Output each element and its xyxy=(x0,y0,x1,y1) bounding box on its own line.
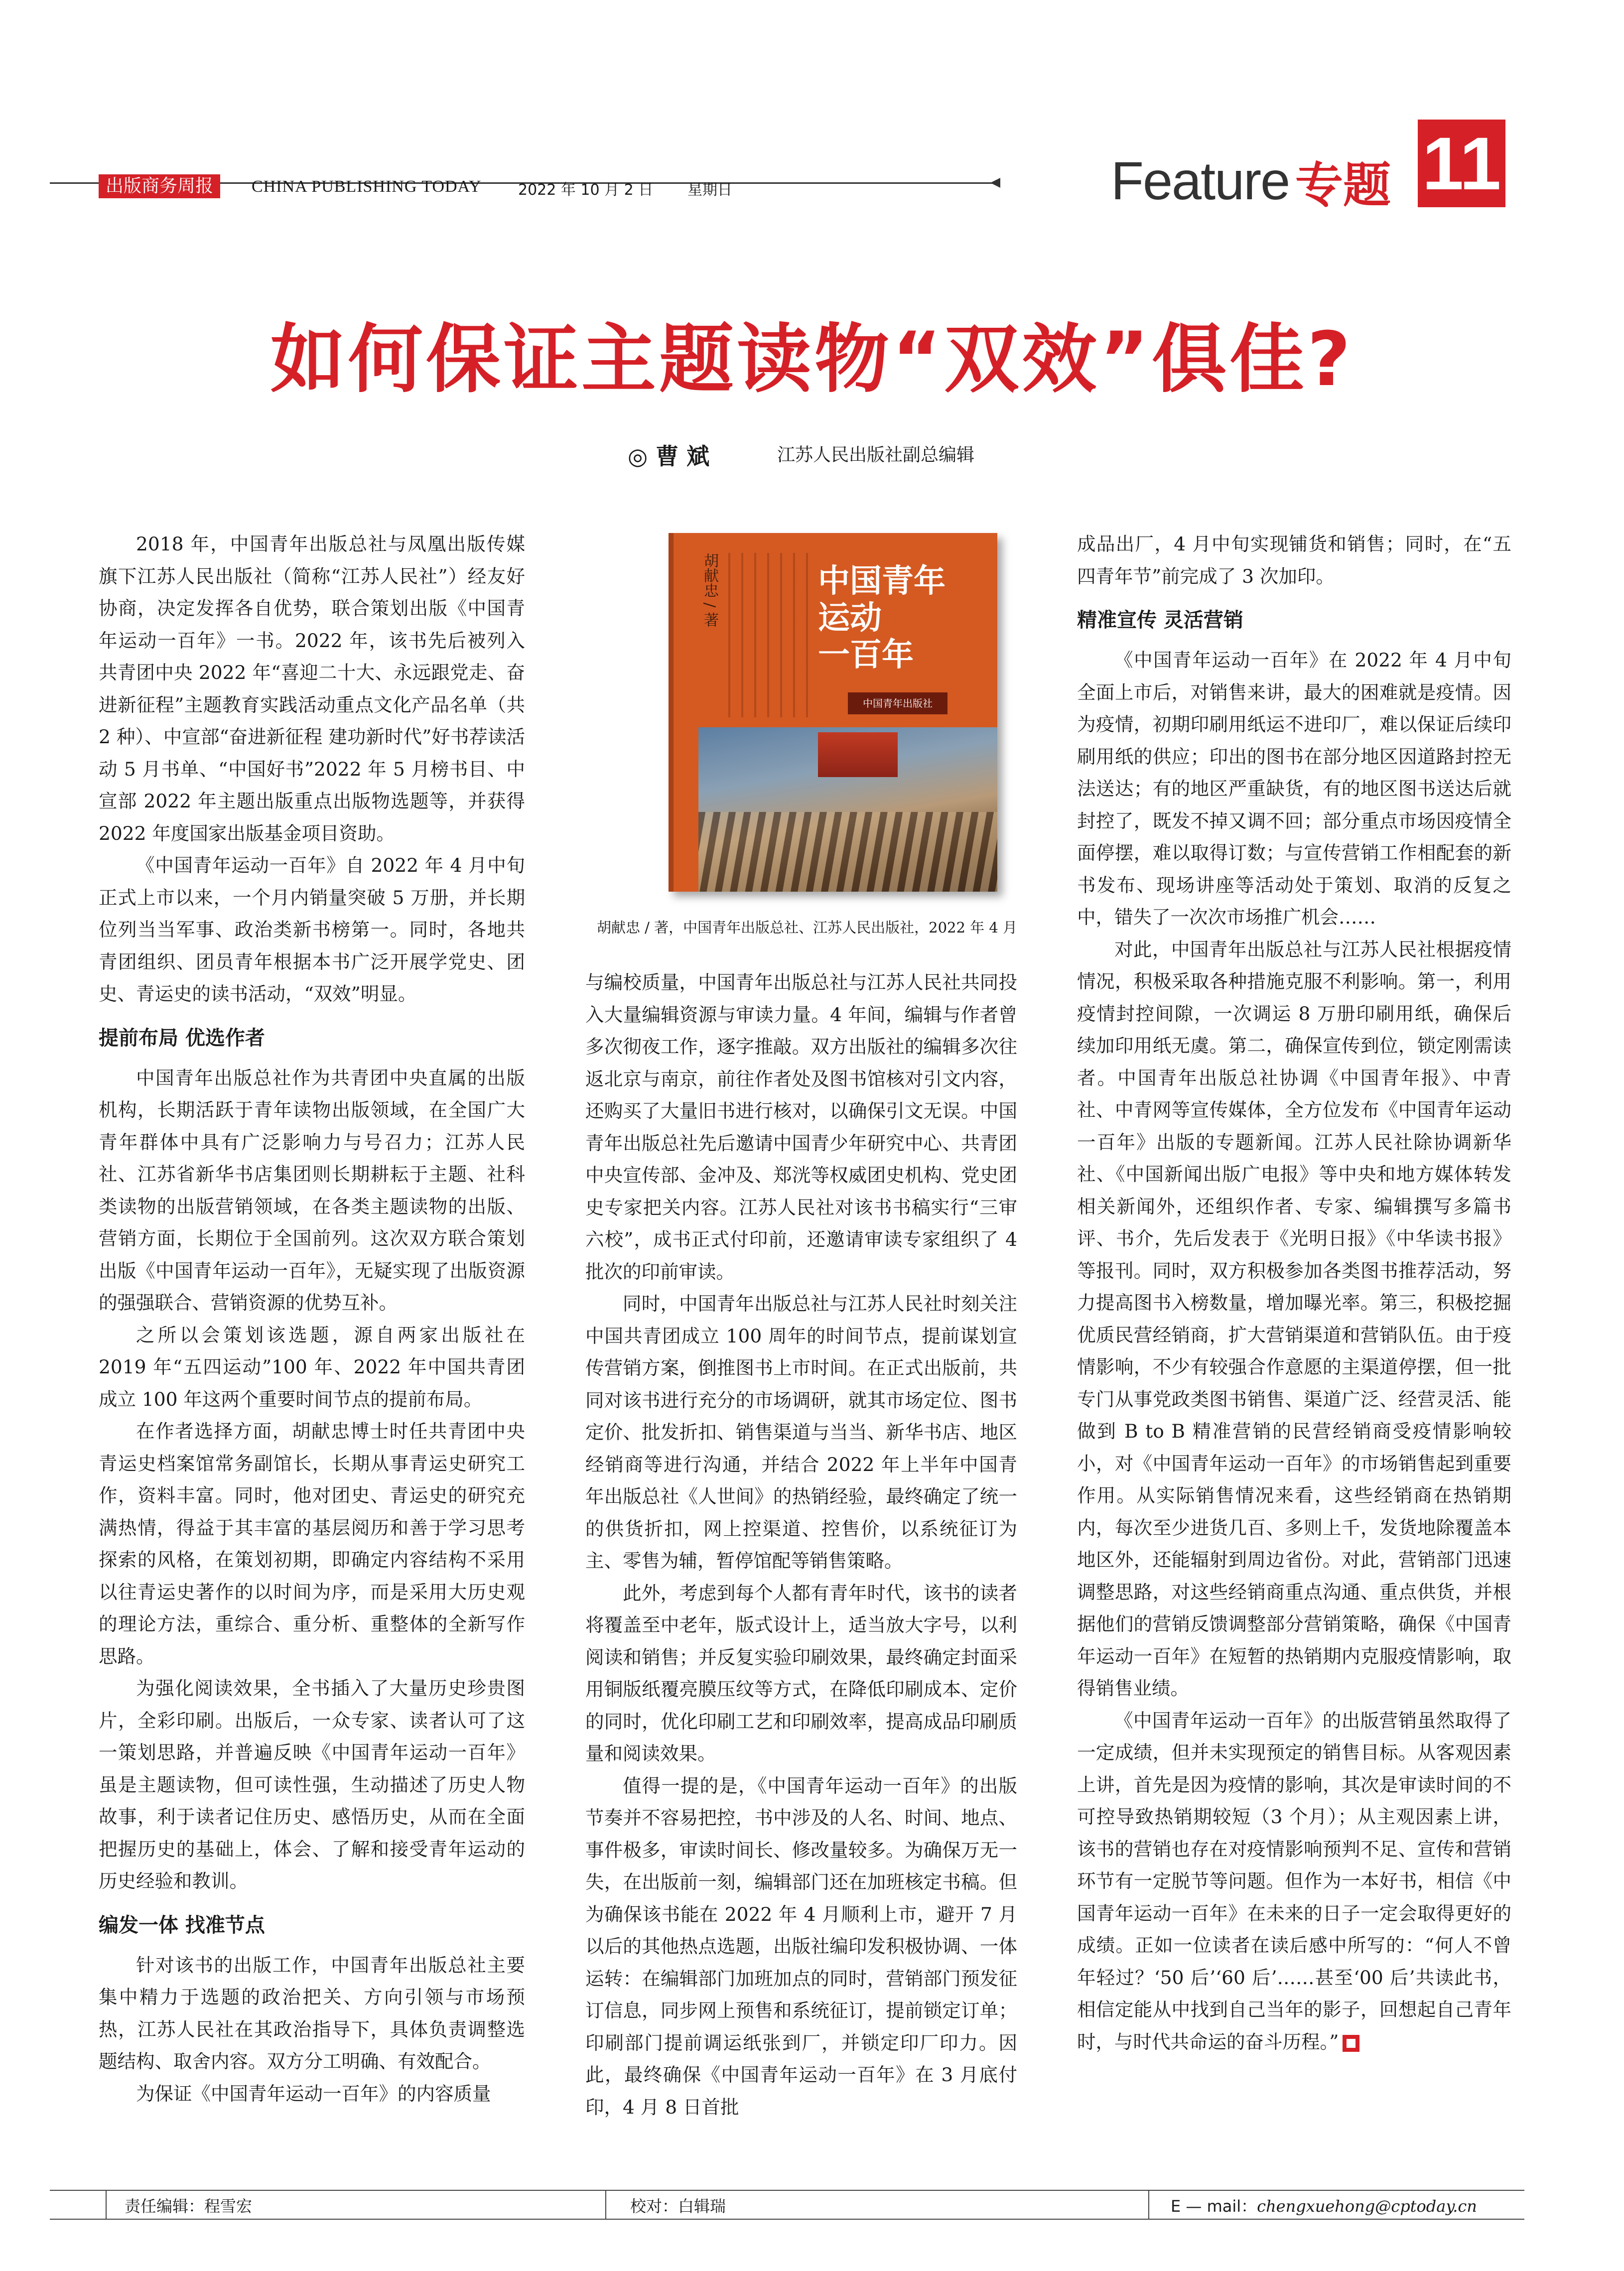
article-author: ◎ 曹 斌 xyxy=(628,443,710,470)
paragraph: 《中国青年运动一百年》自 2022 年 4 月中旬正式上市以来，一个月内销量突破 5 万册，并长期位列当当军事、政治类新书榜第一。同时，各地共青团组织、团员青年根据本书广泛开展学党史、团史、青运史的读书活动，“双效”明显。 xyxy=(99,854,525,1005)
author-role: 江苏人民出版社副总编辑 xyxy=(777,445,975,465)
header-arrow-icon xyxy=(990,178,1000,188)
paragraph: 针对该书的出版工作，中国青年出版总社主要集中精力于选题的政治把关、方向引领与市场预热，江苏人民社在其政治指导下，具体负责调整选题结构、取舍内容。双方分工明确、有效配合。 xyxy=(99,1954,525,2072)
paragraph: 中国青年出版总社作为共青团中央直属的出版机构，长期活跃于青年读物出版领域，在全国广大青年群体中具有广泛影响力与号召力；江苏人民社、江苏省新华书店集团则长期耕耘于主题、社科类读物的出版营销领域，在各类主题读物的出版、营销方面，长期位于全国前列。这次双方联合策划出版《中国青年运动一百年》，无疑实现了出版资源的强强联合、营销资源的优势互补。 xyxy=(99,1067,525,1314)
section-heading: 精准宣传 灵活营销 xyxy=(1077,609,1243,632)
newspaper-name: 出版商务周报 xyxy=(99,174,220,198)
footer-email xyxy=(1171,2194,1477,2217)
section-heading: 编发一体 找准节点 xyxy=(99,1913,265,1937)
footer-rule-bottom xyxy=(50,2219,1524,2220)
book-cover-gate-tower xyxy=(818,732,898,777)
paragraph: 成品出厂，4 月中旬实现铺货和销售；同时，在“五四青年节”前完成了 3 次加印。 xyxy=(1077,533,1511,587)
book-cover-author: 胡献忠 / 著 xyxy=(701,553,718,628)
email-address: chengxuehong@cptoday.cn xyxy=(1257,2197,1477,2216)
issue-date: 2022 年 10 月 2 日 xyxy=(518,181,654,199)
paragraph: 此外，考虑到每个人都有青年时代，该书的读者将覆盖至中老年，版式设计上，适当放大字号，以利阅读和销售；并反复实验印刷效果，最终确定封面采用铜版纸覆亮膜压纹等方式，在降低印刷成本、定价的同时，优化印刷工艺和印刷效率，提高成品印刷质量和阅读效果。 xyxy=(585,1582,1017,1764)
column-middle xyxy=(585,966,1017,2123)
paragraph: 值得一提的是，《中国青年运动一百年》的出版节奏并不容易把控，书中涉及的人名、时间、地点、事件极多，审读时间长、修改量较多。为确保万无一失，在出版前一刻，编辑部门还在加班核定书稿。但为确保该书能在 2022 年 4 月顺利上市，避开 7 月以后的其他热点选题，出版社编印发积极协调、一体运转：在编辑部门加班加点的同时，营销部门预发征订信息，同步网上预售和系统征订，提前锁定订单；印刷部门提前调运纸张到厂，并锁定印厂印力。因此，最终确保《中国青年运动一百年》在 3 月底付印，4 月 8 日首批 xyxy=(585,1774,1017,2118)
footer-divider xyxy=(1148,2190,1149,2219)
section-heading: 提前布局 优选作者 xyxy=(99,1026,265,1050)
book-title-line: 一百年 xyxy=(818,636,914,673)
paragraph: 为强化阅读效果，全书插入了大量历史珍贵图片，全彩印刷。出版后，一众专家、读者认可了这一策划思路，并普遍反映《中国青年运动一百年》虽是主题读物，但可读性强，生动描述了历史人物故事，利于读者记住历史、感悟历史，从而在全面把握历史的基础上，体会、了解和接受青年运动的历史经验和教训。 xyxy=(99,1677,525,1892)
book-cover-crowd xyxy=(698,812,997,892)
section-chinese: 专题 xyxy=(1295,157,1391,213)
page-number: 11 xyxy=(1418,120,1505,207)
book-cover-title xyxy=(818,563,967,673)
paragraph: 《中国青年运动一百年》在 2022 年 4 月中旬全面上市后，对销售来讲，最大的困难就是疫情。因为疫情，初期印刷用纸运不进印厂，难以保证后续印刷用纸的供应；印出的图书在部分地区因道路封控无法送达；有的地区严重缺货，有的地区图书送达后就封控了，既发不掉又调不回；部分重点市场因疫情全面停摆，难以取得订数；与宣传营销工作相配套的新书发布、现场讲座等活动处于策划、取消的反复之中，错失了一次次市场推广机会…… xyxy=(1077,649,1511,928)
section-english: Feature xyxy=(1111,150,1290,211)
paragraph-text: 《中国青年运动一百年》的出版营销虽然取得了一定成绩，但并未实现预定的销售目标。从客观因素上讲，首先是因为疫情的影响，其次是审读时间的不可控导致热销期较短（3 个月）；从主观因素上讲，该书的营销也存在对疫情影响预判不足、宣传和营销环节有一定脱节等问题。但作为一本好书，相信《中国青年运动一百年》在未来的日子一定会取得更好的成绩。正如一位读者在读后感中所写的：“何人不曾年轻过？‘50 后’‘60 后’……甚至‘00 后’共读此书，相信定能从中找到自己当年的影子，回想起自己青年时，与时代共命运的奋斗历程。” xyxy=(1077,1709,1511,2053)
paragraph: 为保证《中国青年运动一百年》的内容质量 xyxy=(136,2082,491,2105)
footer-divider xyxy=(605,2190,606,2219)
end-mark-icon xyxy=(1343,2035,1359,2052)
paragraph: 在作者选择方面，胡献忠博士时任共青团中央青运史档案馆常务副馆长，长期从事青运史研究工作，资料丰富。同时，他对团史、青运史的研究充满热情，得益于其丰富的基层阅历和善于学习思考探索的风格，在策划初期，即确定内容结构不采用以往青运史著作的以时间为序，而是采用大历史观的理论方法，重综合、重分析、重整体的全新写作思路。 xyxy=(99,1420,525,1667)
footer-divider xyxy=(106,2190,107,2219)
book-spine xyxy=(669,533,674,892)
paragraph: 2018 年，中国青年出版总社与凤凰出版传媒旗下江苏人民出版社（简称“江苏人民社”）经友好协商，决定发挥各自优势，联合策划出版《中国青年运动一百年》一书。2022 年，该书先后被列入共青团中央 2022 年“喜迎二十大、永远跟党走、奋进新征程”主题教育实践活动重点文化产品名单（共 2 种）、中宣部“奋进新征程 建功新时代”好书荐读活动 5 月书单、“中国好书”2022 年 5 月榜书目、中宣部 2022 年主题出版重点出版物选题等，并获得 2022 年度国家出版基金项目资助。 xyxy=(99,533,525,844)
email-label: E — mail： xyxy=(1171,2197,1257,2216)
paragraph: 之所以会策划该选题，源自两家出版社在 2019 年“五四运动”100 年、2022 年中国共青团成立 100 年这两个重要时间节点的提前布局。 xyxy=(99,1324,525,1410)
paragraph: 对此，中国青年出版总社与江苏人民社根据疫情情况，积极采取各种措施克服不利影响。第一，利用疫情封控间隙，一次调运 8 万册印刷用纸，确保后续加印用纸无虞。第二，确保宣传到位，锁定刚需读者。中国青年出版总社协调《中国青年报》、中青社、中青网等宣传媒体，全方位发布《中国青年运动一百年》出版的专题新闻。江苏人民社除协调新华社、《中国新闻出版广电报》等中央和地方媒体转发相关新闻外，还组织作者、专家、编辑撰写多篇书评、书介，先后发表于《光明日报》《中华读书报》等报刊。同时，双方积极参加各类图书推荐活动，努力提高图书入榜数量，增加曝光率。第三，积极挖掘优质民营经销商，扩大营销渠道和营销队伍。由于疫情影响，不少有较强合作意愿的主渠道停摆，但一批专门从事党政类图书销售、渠道广泛、经营灵活、能做到 B to B 精准营销的民营经销商受疫情影响较小，对《中国青年运动一百年》的市场销售起到重要作用。从实际销售情况来看，这些经销商在热销期内，每次至少进货几百、多则上千，发货地除覆盖本地区外，还能辐射到周边省份。对此，营销部门迅速调整思路，对这些经销商重点沟通、重点供货，并根据他们的营销反馈调整部分营销策略，确保《中国青年运动一百年》在短暂的热销期内克服疫情影响，取得销售业绩。 xyxy=(1077,938,1511,1699)
issue-weekday: 星期日 xyxy=(687,181,732,199)
book-cover-text-pattern xyxy=(728,553,808,717)
image-caption: 胡献忠 / 著，中国青年出版总社、江苏人民出版社，2022 年 4 月 xyxy=(596,919,1018,936)
book-cover-image xyxy=(669,533,997,892)
column-right xyxy=(1077,528,1511,2058)
article-title: 如何保证主题读物“双效”俱佳? xyxy=(270,316,1354,403)
column-left xyxy=(99,528,525,2110)
footer-editor: 责任编辑：程雪宏 xyxy=(125,2197,253,2216)
paragraph xyxy=(1077,1705,1511,2058)
paragraph: 同时，中国青年出版总社与江苏人民社时刻关注中国共青团成立 100 周年的时间节点，提前谋划宣传营销方案，倒推图书上市时间。在正式出版前，共同对该书进行充分的市场调研，就其市场定位、图书定价、批发折扣、销售渠道与当当、新华书店、地区经销商等进行沟通，并结合 2022 年上半年中国青年出版总社《人世间》的热销经验，最终确定了统一的供货折扣，网上控渠道、控售价，以系统征订为主、零售为辅，暂停馆配等销售策略。 xyxy=(585,1293,1017,1572)
book-cover-publisher: 中国青年出版社 xyxy=(848,692,947,714)
newspaper-english-name: CHINA PUBLISHING TODAY xyxy=(252,177,482,196)
paragraph: 与编校质量，中国青年出版总社与江苏人民社共同投入大量编辑资源与审读力量。4 年间，编辑与作者曾多次彻夜工作，逐字推敲。双方出版社的编辑多次往返北京与南京，前往作者处及图书馆核对引文内容，还购买了大量旧书进行核对，以确保引文无误。中国青年出版总社先后邀请中国青少年研究中心、共青团中央宣传部、金冲及、郑洸等权威团史机构、党史团史专家把关内容。江苏人民社对该书书稿实行“三审六校”，成书正式付印前，还邀请审读专家组织了 4 批次的印前审读。 xyxy=(585,971,1017,1283)
footer-rule-top xyxy=(50,2190,1524,2191)
book-title-line: 中国青年运动 xyxy=(818,562,946,637)
footer-proofreader: 校对：白辑瑞 xyxy=(630,2197,726,2216)
